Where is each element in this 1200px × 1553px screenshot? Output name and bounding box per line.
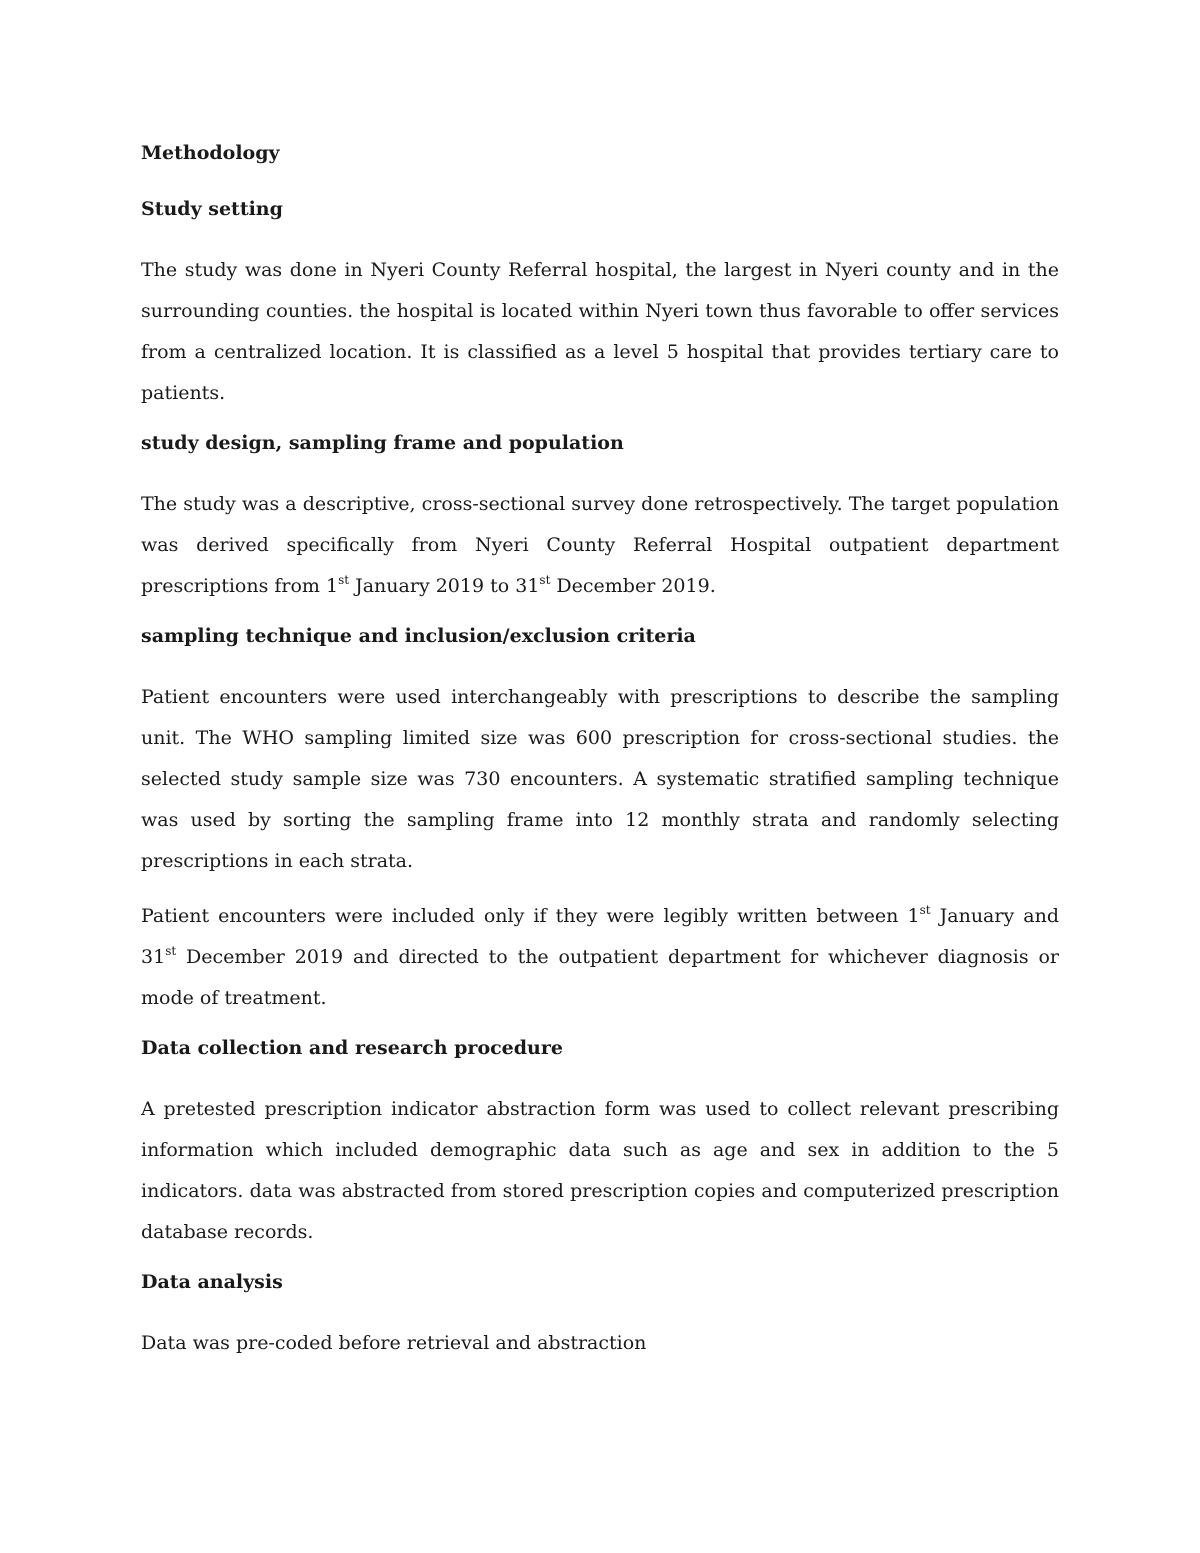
document-title: Methodology	[141, 142, 280, 164]
superscript: st	[165, 943, 177, 958]
superscript: st	[539, 572, 551, 587]
document-page	[141, 138, 1059, 1378]
section-heading-sampling-technique: sampling technique and inclusion/exclusion criteria	[141, 625, 696, 647]
section-heading-study-setting: Study setting	[141, 198, 283, 220]
paragraph-data-analysis: Data was pre-coded before retrieval and abstraction	[141, 1332, 647, 1354]
text-run: December 2019 and directed to the outpatient department for whichever diagnosis or mode of treatment.	[141, 946, 1059, 1009]
section-heading-data-collection: Data collection and research procedure	[141, 1037, 563, 1059]
superscript: st	[338, 572, 350, 587]
paragraph-study-setting: The study was done in Nyeri County Referral hospital, the largest in Nyeri county and in the surrounding counties. the hospital is located within Nyeri town thus favorable to offer services from a centralized location. It is classified as a level 5 hospital that provides tertiary care to patients.	[141, 259, 1059, 404]
section-heading-study-design: study design, sampling frame and population	[141, 432, 624, 454]
text-run: The study was a descriptive, cross-sectional survey done retrospectively. The target population was derived specifically from Nyeri County Referral Hospital outpatient department prescriptions from 1	[141, 493, 1059, 597]
text-run: January 2019 to 31	[349, 575, 540, 597]
paragraph-data-collection: A pretested prescription indicator abstraction form was used to collect relevant prescribing information which included demographic data such as age and sex in addition to the 5 indicators. data was abstracted from stored prescription copies and computerized prescription database records.	[141, 1098, 1059, 1243]
superscript: st	[919, 902, 931, 917]
paragraph-study-design	[141, 484, 1059, 607]
text-run: Patient encounters were included only if they were legibly written between 1	[141, 905, 920, 927]
text-run: January and 31	[141, 905, 1060, 968]
section-heading-data-analysis: Data analysis	[141, 1271, 283, 1293]
paragraph-sampling-technique: Patient encounters were used interchangeably with prescriptions to describe the sampling unit. The WHO sampling limited size was 600 prescription for cross-sectional studies. the selected study sample size was 730 encounters. A systematic stratified sampling technique was used by sorting the sampling frame into 12 monthly strata and randomly selecting prescriptions in each strata.	[141, 686, 1059, 872]
paragraph-inclusion-criteria	[141, 896, 1059, 1019]
text-run: December 2019.	[550, 575, 716, 597]
